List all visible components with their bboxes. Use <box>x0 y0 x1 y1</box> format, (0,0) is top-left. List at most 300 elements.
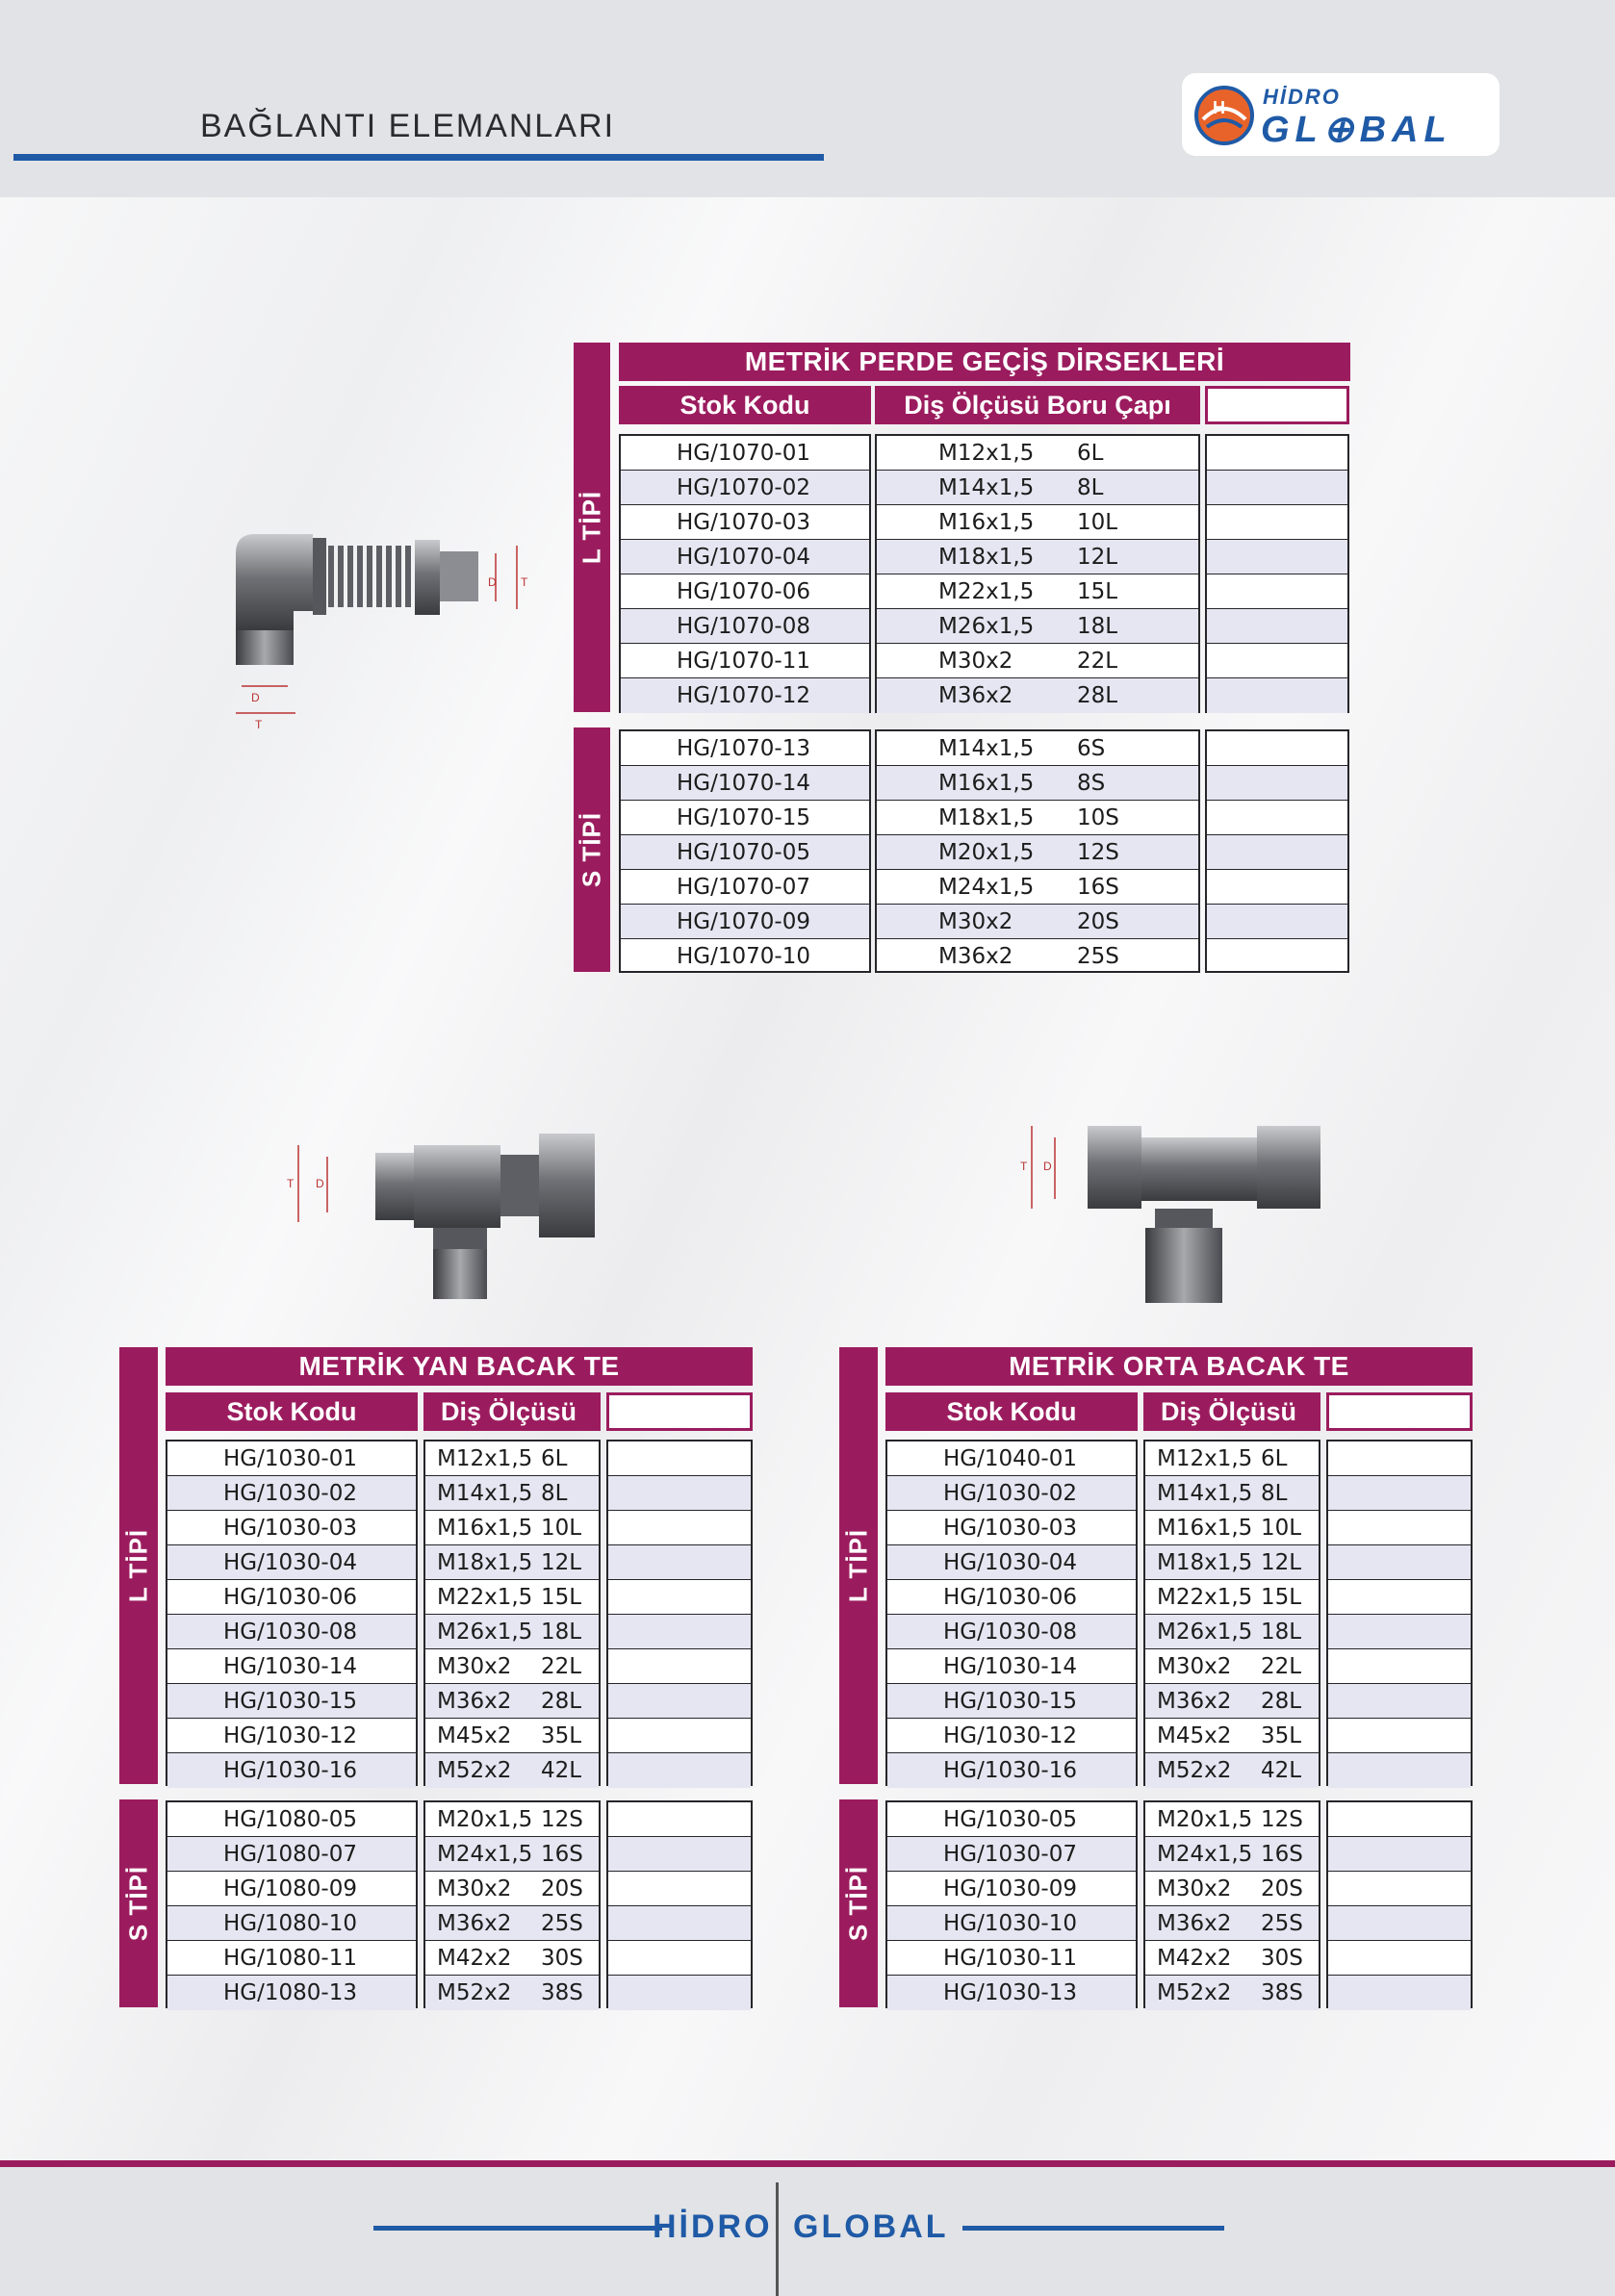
thread-size: M16x1,5 <box>437 1516 533 1541</box>
table-row <box>887 1649 1136 1684</box>
pipe-size: 16S <box>541 1842 583 1867</box>
perde-group-l: L TİPİ <box>574 343 610 712</box>
stock-code: HG/1030-13 <box>943 1980 1077 2005</box>
stock-code: HG/1030-02 <box>943 1481 1077 1506</box>
perde-s-blank-column <box>1205 729 1349 973</box>
pipe-size: 20S <box>541 1876 583 1901</box>
table-row-blank <box>1207 939 1347 974</box>
table-row-blank <box>1207 801 1347 835</box>
table-row <box>887 1976 1136 2010</box>
table-row <box>621 835 869 870</box>
table-row <box>167 1649 416 1684</box>
table-row <box>167 1580 416 1615</box>
pipe-size: 6L <box>541 1446 568 1471</box>
stock-code: HG/1030-12 <box>223 1723 357 1748</box>
dim-label-t: T <box>521 575 528 589</box>
table-row <box>887 1511 1136 1545</box>
thread-size: M18x1,5 <box>1157 1550 1253 1575</box>
table-row <box>167 1976 416 2010</box>
table-row-blank <box>608 1545 751 1580</box>
table-row-blank <box>1328 1802 1471 1837</box>
stock-code: HG/1070-11 <box>677 649 810 674</box>
table-row <box>1145 1941 1319 1976</box>
table-row <box>887 1837 1136 1872</box>
table-row-blank <box>1328 1906 1471 1941</box>
table-row-blank <box>1328 1615 1471 1649</box>
thread-size: M16x1,5 <box>938 771 1035 796</box>
table-row <box>621 505 869 540</box>
table-row <box>877 939 1198 974</box>
footer-brand-global: GLOBAL <box>793 2208 949 2245</box>
table-row <box>1145 1753 1319 1788</box>
thread-size: M45x2 <box>1157 1723 1232 1748</box>
pipe-size: 10L <box>1077 510 1118 535</box>
table-row <box>887 1684 1136 1719</box>
pipe-size: 8L <box>1077 475 1104 500</box>
stock-code: HG/1080-07 <box>223 1842 357 1867</box>
pipe-size: 28L <box>541 1689 582 1714</box>
orta-s-code-column <box>885 1800 1138 2008</box>
table-row-blank <box>608 1476 751 1511</box>
thread-size: M30x2 <box>1157 1876 1232 1901</box>
table-row-blank <box>1207 644 1347 678</box>
pipe-size: 22L <box>1077 649 1118 674</box>
table-row <box>1145 1719 1319 1753</box>
thread-size: M12x1,5 <box>1157 1446 1253 1471</box>
table-row-blank <box>608 1753 751 1788</box>
table-row-blank <box>608 1906 751 1941</box>
pipe-size: 18L <box>541 1620 582 1645</box>
table-row <box>877 574 1198 609</box>
table-row <box>621 540 869 574</box>
thread-size: M45x2 <box>437 1723 512 1748</box>
thread-size: M52x2 <box>1157 1758 1232 1783</box>
table-row <box>167 1545 416 1580</box>
table-row <box>1145 1545 1319 1580</box>
perde-l-size-column <box>875 434 1200 713</box>
table-row <box>887 1476 1136 1511</box>
table-row-blank <box>1207 436 1347 471</box>
table-row <box>167 1684 416 1719</box>
pipe-size: 8S <box>1077 771 1106 796</box>
table-row <box>877 678 1198 713</box>
thread-size: M14x1,5 <box>938 475 1035 500</box>
table-row-blank <box>608 1719 751 1753</box>
table-row <box>167 1753 416 1788</box>
table-row-blank <box>1328 1753 1471 1788</box>
table-row <box>167 1441 416 1476</box>
orta-l-size-column <box>1143 1440 1320 1786</box>
table-row-blank <box>1328 1837 1471 1872</box>
table-row <box>425 1649 599 1684</box>
table-row <box>425 1511 599 1545</box>
stock-code: HG/1070-02 <box>677 475 810 500</box>
thread-size: M18x1,5 <box>437 1550 533 1575</box>
stock-code: HG/1030-03 <box>943 1516 1077 1541</box>
table-row-blank <box>1207 609 1347 644</box>
yan-title: METRİK YAN BACAK TE <box>166 1347 753 1386</box>
thread-size: M16x1,5 <box>1157 1516 1253 1541</box>
table-row <box>621 644 869 678</box>
table-row <box>1145 1906 1319 1941</box>
stock-code: HG/1070-04 <box>677 545 810 570</box>
table-row <box>621 678 869 713</box>
table-row <box>425 1545 599 1580</box>
dim-label-t-center: T <box>1020 1160 1028 1173</box>
table-row <box>167 1615 416 1649</box>
stock-code: HG/1030-03 <box>223 1516 357 1541</box>
footer-rule-right <box>962 2226 1224 2231</box>
header-rule <box>13 154 824 161</box>
pipe-size: 38S <box>1261 1980 1303 2005</box>
table-row <box>877 801 1198 835</box>
stock-code: HG/1070-12 <box>677 683 810 708</box>
table-row <box>167 1476 416 1511</box>
table-row-blank <box>1207 574 1347 609</box>
orta-l-code-column <box>885 1440 1138 1786</box>
thread-size: M12x1,5 <box>437 1446 533 1471</box>
thread-size: M20x1,5 <box>437 1807 533 1832</box>
stock-code: HG/1030-16 <box>223 1758 357 1783</box>
table-row <box>167 1941 416 1976</box>
table-row-blank <box>1328 1872 1471 1906</box>
thread-size: M30x2 <box>938 909 1013 934</box>
stock-code: HG/1070-14 <box>677 771 810 796</box>
table-row <box>1145 1976 1319 2010</box>
thread-size: M12x1,5 <box>938 441 1035 466</box>
table-row-blank <box>1207 835 1347 870</box>
brand-logo <box>1182 73 1500 156</box>
thread-size: M52x2 <box>1157 1980 1232 2005</box>
table-row <box>425 1476 599 1511</box>
table-row <box>425 1976 599 2010</box>
table-row <box>877 905 1198 939</box>
table-row <box>425 1906 599 1941</box>
table-row <box>621 905 869 939</box>
table-row <box>167 1511 416 1545</box>
table-row <box>887 1872 1136 1906</box>
table-row <box>167 1837 416 1872</box>
table-row <box>887 1580 1136 1615</box>
yan-col-thread: Diş Ölçüsü <box>423 1392 601 1431</box>
stock-code: HG/1030-14 <box>223 1654 357 1679</box>
table-row-blank <box>608 1837 751 1872</box>
dim-label-d-center: D <box>1043 1160 1052 1173</box>
stock-code: HG/1070-15 <box>677 805 810 830</box>
yan-group-s: S TİPİ <box>119 1799 158 2007</box>
table-row-blank <box>1207 905 1347 939</box>
table-row-blank <box>608 1441 751 1476</box>
table-row <box>877 471 1198 505</box>
thread-size: M42x2 <box>1157 1946 1232 1971</box>
stock-code: HG/1030-11 <box>943 1946 1077 1971</box>
yan-s-code-column <box>166 1800 418 2008</box>
table-row <box>877 505 1198 540</box>
table-row <box>621 870 869 905</box>
table-row <box>1145 1476 1319 1511</box>
table-row-blank <box>1207 471 1347 505</box>
table-row-blank <box>1328 1441 1471 1476</box>
thread-size: M18x1,5 <box>938 545 1035 570</box>
orta-s-size-column <box>1143 1800 1320 2008</box>
table-row <box>877 436 1198 471</box>
stock-code: HG/1030-08 <box>943 1620 1077 1645</box>
table-row <box>621 731 869 766</box>
thread-size: M26x1,5 <box>938 614 1035 639</box>
stock-code: HG/1030-16 <box>943 1758 1077 1783</box>
stock-code: HG/1080-11 <box>223 1946 357 1971</box>
pipe-size: 12S <box>541 1807 583 1832</box>
table-row <box>621 766 869 801</box>
table-row-blank <box>1328 1649 1471 1684</box>
table-row <box>621 574 869 609</box>
footer-accent-line <box>0 2160 1615 2167</box>
table-row <box>1145 1441 1319 1476</box>
table-row <box>425 1802 599 1837</box>
stock-code: HG/1030-08 <box>223 1620 357 1645</box>
header <box>0 0 1615 197</box>
table-row <box>425 1719 599 1753</box>
table-row <box>167 1906 416 1941</box>
table-row <box>621 609 869 644</box>
pipe-size: 30S <box>1261 1946 1303 1971</box>
thread-size: M14x1,5 <box>1157 1481 1253 1506</box>
thread-size: M36x2 <box>1157 1911 1232 1936</box>
table-row <box>1145 1802 1319 1837</box>
thread-size: M14x1,5 <box>938 736 1035 761</box>
stock-code: HG/1080-09 <box>223 1876 357 1901</box>
thread-size: M52x2 <box>437 1980 512 2005</box>
pipe-size: 6L <box>1077 441 1104 466</box>
pipe-size: 12L <box>1261 1550 1302 1575</box>
table-row-blank <box>608 1615 751 1649</box>
thread-size: M20x1,5 <box>938 840 1035 865</box>
pipe-size: 15L <box>1261 1585 1302 1610</box>
pipe-size: 20S <box>1077 909 1119 934</box>
table-row <box>887 1941 1136 1976</box>
table-row <box>1145 1649 1319 1684</box>
thread-size: M22x1,5 <box>1157 1585 1253 1610</box>
pipe-size: 42L <box>541 1758 582 1783</box>
pipe-size: 35L <box>541 1723 582 1748</box>
stock-code: HG/1030-12 <box>943 1723 1077 1748</box>
dim-label-t-side: T <box>287 1177 295 1190</box>
pipe-size: 25S <box>1077 944 1119 969</box>
table-row <box>887 1753 1136 1788</box>
table-row <box>425 1941 599 1976</box>
thread-size: M36x2 <box>938 944 1013 969</box>
table-row <box>425 1580 599 1615</box>
table-row-blank <box>1207 731 1347 766</box>
stock-code: HG/1030-15 <box>223 1689 357 1714</box>
dim-label-d: D <box>488 575 497 589</box>
table-row-blank <box>1207 540 1347 574</box>
table-row-blank <box>608 1802 751 1837</box>
thread-size: M26x1,5 <box>1157 1620 1253 1645</box>
stock-code: HG/1070-07 <box>677 875 810 900</box>
perde-col-thread-pipe: Diş Ölçüsü Boru Çapı <box>875 386 1200 424</box>
table-row <box>167 1802 416 1837</box>
table-row <box>621 939 869 974</box>
pipe-size: 28L <box>1077 683 1118 708</box>
perde-s-code-column <box>619 729 871 973</box>
svg-text:H: H <box>1213 98 1225 117</box>
stock-code: HG/1080-05 <box>223 1807 357 1832</box>
yan-l-size-column <box>423 1440 601 1786</box>
thread-size: M30x2 <box>938 649 1013 674</box>
stock-code: HG/1030-04 <box>223 1550 357 1575</box>
table-row-blank <box>1207 505 1347 540</box>
table-row <box>887 1545 1136 1580</box>
pipe-size: 6L <box>1261 1446 1288 1471</box>
table-row <box>887 1802 1136 1837</box>
yan-l-blank-column <box>606 1440 753 1786</box>
table-row-blank <box>1328 1719 1471 1753</box>
table-row-blank <box>1328 1976 1471 2010</box>
pipe-size: 22L <box>1261 1654 1302 1679</box>
thread-size: M30x2 <box>1157 1654 1232 1679</box>
table-row <box>877 835 1198 870</box>
stock-code: HG/1070-08 <box>677 614 810 639</box>
thread-size: M36x2 <box>938 683 1013 708</box>
thread-size: M24x1,5 <box>1157 1842 1253 1867</box>
thread-size: M26x1,5 <box>437 1620 533 1645</box>
table-row <box>1145 1684 1319 1719</box>
stock-code: HG/1030-09 <box>943 1876 1077 1901</box>
thread-size: M16x1,5 <box>938 510 1035 535</box>
table-row-blank <box>1207 870 1347 905</box>
side-tee-illustration <box>279 1126 645 1309</box>
table-row <box>887 1719 1136 1753</box>
thread-size: M36x2 <box>437 1689 512 1714</box>
perde-col-stock-code: Stok Kodu <box>619 386 871 424</box>
stock-code: HG/1070-01 <box>677 441 810 466</box>
orta-title: METRİK ORTA BACAK TE <box>885 1347 1473 1386</box>
stock-code: HG/1080-13 <box>223 1980 357 2005</box>
table-row <box>621 471 869 505</box>
yan-l-code-column <box>166 1440 418 1786</box>
pipe-size: 16S <box>1077 875 1119 900</box>
yan-col-blank <box>606 1392 753 1431</box>
orta-col-blank <box>1326 1392 1473 1431</box>
table-row <box>167 1872 416 1906</box>
table-row <box>877 731 1198 766</box>
orta-group-l: L TİPİ <box>839 1347 878 1784</box>
globe-logo-icon <box>1193 85 1255 146</box>
table-row-blank <box>1328 1545 1471 1580</box>
stock-code: HG/1030-15 <box>943 1689 1077 1714</box>
perde-s-size-column <box>875 729 1200 973</box>
center-tee-illustration <box>1011 1116 1338 1309</box>
orta-col-stock-code: Stok Kodu <box>885 1392 1138 1431</box>
table-row <box>877 609 1198 644</box>
pipe-size: 38S <box>541 1980 583 2005</box>
pipe-size: 6S <box>1077 736 1106 761</box>
stock-code: HG/1070-05 <box>677 840 810 865</box>
stock-code: HG/1030-14 <box>943 1654 1077 1679</box>
page-title: BAĞLANTI ELEMANLARI <box>200 108 616 144</box>
table-row <box>877 870 1198 905</box>
stock-code: HG/1080-10 <box>223 1911 357 1936</box>
stock-code: HG/1030-07 <box>943 1842 1077 1867</box>
table-row <box>425 1684 599 1719</box>
yan-s-blank-column <box>606 1800 753 2008</box>
logo-text-top: HİDRO <box>1263 85 1341 109</box>
thread-size: M24x1,5 <box>938 875 1035 900</box>
table-row-blank <box>608 1580 751 1615</box>
pipe-size: 10L <box>1261 1516 1302 1541</box>
table-row <box>887 1906 1136 1941</box>
table-row <box>425 1615 599 1649</box>
pipe-size: 10S <box>1077 805 1119 830</box>
stock-code: HG/1030-06 <box>943 1585 1077 1610</box>
elbow-fitting-illustration <box>217 524 563 755</box>
stock-code: HG/1030-06 <box>223 1585 357 1610</box>
footer-divider <box>776 2182 779 2296</box>
pipe-size: 10L <box>541 1516 582 1541</box>
stock-code: HG/1030-02 <box>223 1481 357 1506</box>
table-row <box>1145 1580 1319 1615</box>
table-row-blank <box>608 1941 751 1976</box>
thread-size: M36x2 <box>437 1911 512 1936</box>
stock-code: HG/1040-01 <box>943 1446 1077 1471</box>
pipe-size: 30S <box>541 1946 583 1971</box>
stock-code: HG/1070-09 <box>677 909 810 934</box>
thread-size: M22x1,5 <box>437 1585 533 1610</box>
table-row <box>425 1837 599 1872</box>
thread-size: M42x2 <box>437 1946 512 1971</box>
table-row <box>425 1872 599 1906</box>
table-row-blank <box>608 1976 751 2010</box>
pipe-size: 18L <box>1077 614 1118 639</box>
table-row-blank <box>608 1649 751 1684</box>
table-row <box>167 1719 416 1753</box>
stock-code: HG/1030-01 <box>223 1446 357 1471</box>
pipe-size: 42L <box>1261 1758 1302 1783</box>
pipe-size: 8L <box>541 1481 568 1506</box>
thread-size: M52x2 <box>437 1758 512 1783</box>
table-row <box>1145 1615 1319 1649</box>
thread-size: M30x2 <box>437 1876 512 1901</box>
table-row <box>425 1753 599 1788</box>
orta-s-blank-column <box>1326 1800 1473 2008</box>
stock-code: HG/1030-05 <box>943 1807 1077 1832</box>
perde-l-code-column <box>619 434 871 713</box>
pipe-size: 25S <box>1261 1911 1303 1936</box>
yan-group-l: L TİPİ <box>119 1347 158 1784</box>
perde-col-blank <box>1205 386 1349 424</box>
pipe-size: 15L <box>1077 579 1118 604</box>
orta-col-thread: Diş Ölçüsü <box>1143 1392 1320 1431</box>
pipe-size: 35L <box>1261 1723 1302 1748</box>
logo-text-bottom: GL⊕BAL <box>1261 110 1452 150</box>
pipe-size: 20S <box>1261 1876 1303 1901</box>
table-row <box>1145 1837 1319 1872</box>
thread-size: M24x1,5 <box>437 1842 533 1867</box>
pipe-size: 15L <box>541 1585 582 1610</box>
stock-code: HG/1070-10 <box>677 944 810 969</box>
thread-size: M14x1,5 <box>437 1481 533 1506</box>
table-row <box>1145 1872 1319 1906</box>
table-row-blank <box>1328 1684 1471 1719</box>
table-row-blank <box>1328 1476 1471 1511</box>
table-row-blank <box>608 1872 751 1906</box>
pipe-size: 8L <box>1261 1481 1288 1506</box>
thread-size: M36x2 <box>1157 1689 1232 1714</box>
perde-title: METRİK PERDE GEÇİŞ DİRSEKLERİ <box>619 343 1350 381</box>
table-row <box>887 1615 1136 1649</box>
pipe-size: 28L <box>1261 1689 1302 1714</box>
